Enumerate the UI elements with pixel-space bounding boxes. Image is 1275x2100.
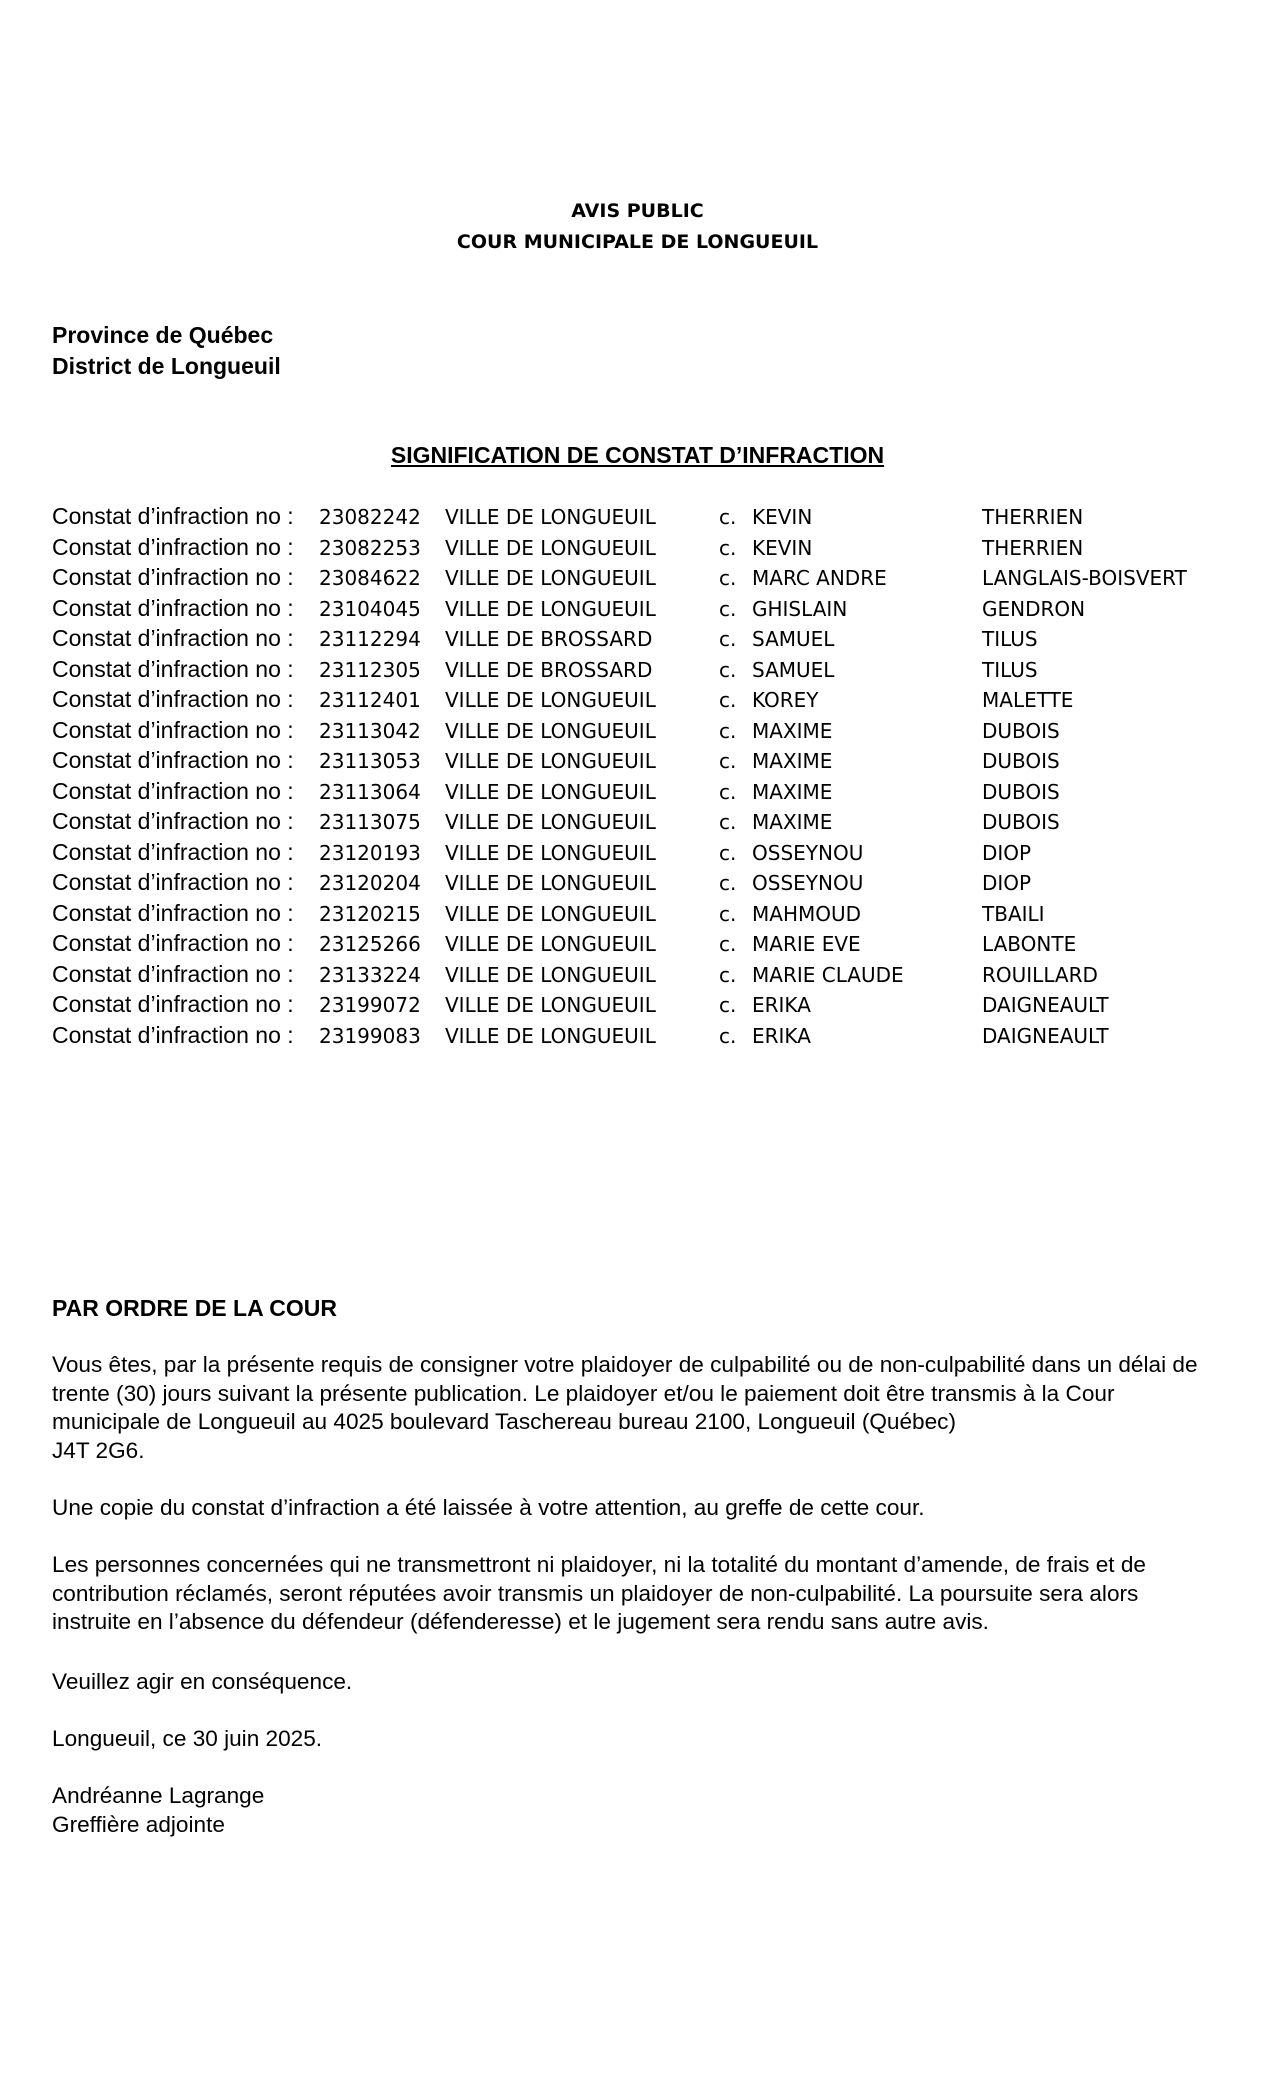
versus-label: c. [719,749,737,773]
constat-label: Constat d’infraction no : [52,991,294,1017]
defendant-last-name: GENDRON [982,596,1086,621]
constat-number: 23113075 [319,810,421,834]
defendant-first-name: GHISLAIN [752,596,848,621]
paragraph-line: Vous êtes, par la présente requis de consigner votre plaidoyer de culpabilité ou de non-culpabilité dans un délai de [52,1352,1198,1377]
constat-label: Constat d’infraction no : [52,503,294,529]
constat-label: Constat d’infraction no : [52,686,294,712]
constat-number: 23113053 [319,749,421,773]
province-label: Province de Québec [52,322,274,348]
paragraph-line: J4T 2G6. [52,1437,145,1463]
constat-label: Constat d’infraction no : [52,930,294,956]
defendant-last-name: DUBOIS [982,718,1060,743]
plaintiff-name: VILLE DE LONGUEUIL [445,932,656,956]
paragraph-line: Veuillez agir en conséquence. [52,1669,353,1694]
versus-label: c. [719,535,737,560]
order-paragraph-plea [52,1351,1242,1465]
signatory-title: Greffière adjointe [52,1811,225,1837]
plaintiff-name: VILLE DE LONGUEUIL [445,505,656,529]
plaintiff-name: VILLE DE BROSSARD [445,657,653,682]
defendant-first-name: KOREY [752,688,819,712]
constat-row [52,623,1252,654]
plaintiff-name: VILLE DE LONGUEUIL [445,840,656,865]
defendant-first-name: OSSEYNOU [752,840,864,865]
plaintiff-name: VILLE DE LONGUEUIL [445,962,656,987]
constat-label: Constat d’infraction no : [52,899,294,926]
plaintiff-name: VILLE DE LONGUEUIL [445,535,656,560]
constat-label: Constat d’infraction no : [52,747,294,773]
constat-label: Constat d’infraction no : [52,625,294,651]
constat-label: Constat d’infraction no : [52,716,294,743]
order-paragraph-copy [52,1494,1242,1523]
versus-label: c. [719,901,737,926]
defendant-last-name: MALETTE [982,688,1074,712]
constat-number: 23082253 [319,535,421,560]
constat-row [52,898,1252,929]
paragraph-line: trente (30) jours suivant la présente publication. Le plaidoyer et/ou le paiement doit être transmis à la Cour [52,1380,1115,1406]
constat-number: 23125266 [319,932,421,956]
defendant-first-name: KEVIN [752,535,813,560]
constat-number: 23084622 [319,566,421,590]
plaintiff-name: VILLE DE LONGUEUIL [445,566,656,590]
plaintiff-name: VILLE DE LONGUEUIL [445,871,656,895]
constat-row [52,928,1252,959]
order-title: PAR ORDRE DE LA COUR [52,1295,337,1321]
constat-row [52,1020,1252,1051]
versus-label: c. [719,718,737,743]
defendant-last-name: TBAILI [982,901,1045,926]
constat-number: 23199072 [319,993,421,1017]
defendant-first-name: SAMUEL [752,657,835,682]
constat-row [52,532,1252,563]
defendant-last-name: DUBOIS [982,749,1060,773]
versus-label: c. [719,871,737,895]
versus-label: c. [719,1023,737,1048]
signature-block [52,1782,1242,1839]
versus-label: c. [719,657,737,682]
constat-number: 23199083 [319,1023,421,1048]
defendant-first-name: MAXIME [752,749,833,773]
plaintiff-name: VILLE DE LONGUEUIL [445,749,656,773]
constat-row [52,776,1252,807]
defendant-first-name: MAHMOUD [752,901,862,926]
order-paragraph-act [52,1668,1242,1697]
constat-label: Constat d’infraction no : [52,1021,294,1048]
order-paragraph-default [52,1551,1242,1637]
defendant-first-name: MARC ANDRE [752,566,887,590]
defendant-last-name: DUBOIS [982,779,1060,804]
versus-label: c. [719,962,737,987]
defendant-first-name: OSSEYNOU [752,871,864,895]
versus-label: c. [719,993,737,1017]
versus-label: c. [719,932,737,956]
defendant-last-name: DAIGNEAULT [982,993,1109,1017]
defendant-first-name: SAMUEL [752,627,835,651]
court-name: COUR MUNICIPALE DE LONGUEUIL [456,231,819,253]
constat-row [52,593,1252,624]
versus-label: c. [719,505,737,529]
constat-number: 23113064 [319,779,421,804]
constat-row [52,501,1252,532]
constat-number: 23133224 [319,962,421,987]
defendant-last-name: DIOP [982,840,1032,865]
plaintiff-name: VILLE DE BROSSARD [445,627,653,651]
plaintiff-name: VILLE DE LONGUEUIL [445,993,656,1017]
constat-label: Constat d’infraction no : [52,838,294,865]
notice-title: AVIS PUBLIC [571,200,704,222]
constat-row [52,806,1252,837]
constat-number: 23104045 [319,596,421,621]
paragraph-line: municipale de Longueuil au 4025 boulevard Taschereau bureau 2100, Longueuil (Québec) [52,1409,957,1435]
paragraph-line: Une copie du constat d’infraction a été laissée à votre attention, au greffe de cette cour. [52,1495,925,1520]
plaintiff-name: VILLE DE LONGUEUIL [445,688,656,712]
date-line [52,1725,1242,1754]
constat-row [52,745,1252,776]
plaintiff-name: VILLE DE LONGUEUIL [445,1023,656,1048]
constat-number: 23120204 [319,871,421,895]
paragraph-line: contribution réclamés, seront réputées avoir transmis un plaidoyer de non-culpabilité. La poursuite sera alors [52,1580,1139,1606]
versus-label: c. [719,810,737,834]
defendant-last-name: THERRIEN [982,505,1084,529]
signatory-name: Andréanne Lagrange [52,1783,265,1808]
defendant-last-name: LABONTE [982,932,1077,956]
constat-label: Constat d’infraction no : [52,777,294,804]
constat-number: 23112294 [319,627,421,651]
defendant-first-name: MAXIME [752,779,833,804]
plaintiff-name: VILLE DE LONGUEUIL [445,810,656,834]
constat-list [52,501,1252,1050]
constat-row [52,837,1252,868]
defendant-first-name: MARIE EVE [752,932,861,956]
constat-label: Constat d’infraction no : [52,594,294,621]
versus-label: c. [719,688,737,712]
section-title [0,440,1275,471]
constat-row [52,562,1252,593]
plaintiff-name: VILLE DE LONGUEUIL [445,901,656,926]
defendant-first-name: ERIKA [752,1023,811,1048]
constat-number: 23082242 [319,505,421,529]
constat-label: Constat d’infraction no : [52,869,294,895]
constat-number: 23120193 [319,840,421,865]
versus-label: c. [719,627,737,651]
defendant-last-name: ROUILLARD [982,962,1098,987]
constat-row [52,654,1252,685]
versus-label: c. [719,840,737,865]
defendant-last-name: DIOP [982,871,1032,895]
section-title-text: SIGNIFICATION DE CONSTAT D’INFRACTION [390,442,885,468]
versus-label: c. [719,779,737,804]
defendant-last-name: THERRIEN [982,535,1084,560]
defendant-last-name: LANGLAIS-BOISVERT [982,566,1187,590]
plaintiff-name: VILLE DE LONGUEUIL [445,779,656,804]
constat-number: 23112305 [319,657,421,682]
defendant-last-name: TILUS [982,627,1038,651]
defendant-first-name: MARIE CLAUDE [752,962,904,987]
defendant-first-name: MAXIME [752,810,833,834]
versus-label: c. [719,566,737,590]
defendant-first-name: MAXIME [752,718,833,743]
constat-label: Constat d’infraction no : [52,655,294,682]
constat-label: Constat d’infraction no : [52,960,294,987]
defendant-last-name: DUBOIS [982,810,1060,834]
constat-row [52,959,1252,990]
plaintiff-name: VILLE DE LONGUEUIL [445,718,656,743]
defendant-first-name: KEVIN [752,505,813,529]
constat-row [52,867,1252,898]
defendant-last-name: TILUS [982,657,1038,682]
defendant-first-name: ERIKA [752,993,811,1017]
jurisdiction-block [52,320,281,382]
date-text: Longueuil, ce 30 juin 2025. [52,1726,323,1751]
constat-label: Constat d’infraction no : [52,564,294,590]
district-label: District de Longueuil [52,353,281,379]
constat-number: 23120215 [319,901,421,926]
constat-row [52,989,1252,1020]
notice-header [0,196,1275,258]
versus-label: c. [719,596,737,621]
paragraph-line: instruite en l’absence du défendeur (défenderesse) et le jugement sera rendu sans autre avis. [52,1609,989,1635]
constat-label: Constat d’infraction no : [52,808,294,834]
defendant-last-name: DAIGNEAULT [982,1023,1109,1048]
constat-row [52,684,1252,715]
constat-label: Constat d’infraction no : [52,533,294,560]
plaintiff-name: VILLE DE LONGUEUIL [445,596,656,621]
paragraph-line: Les personnes concernées qui ne transmettront ni plaidoyer, ni la totalité du montant d’amende, de frais et de [52,1552,1146,1577]
constat-number: 23113042 [319,718,421,743]
constat-row [52,715,1252,746]
constat-number: 23112401 [319,688,421,712]
